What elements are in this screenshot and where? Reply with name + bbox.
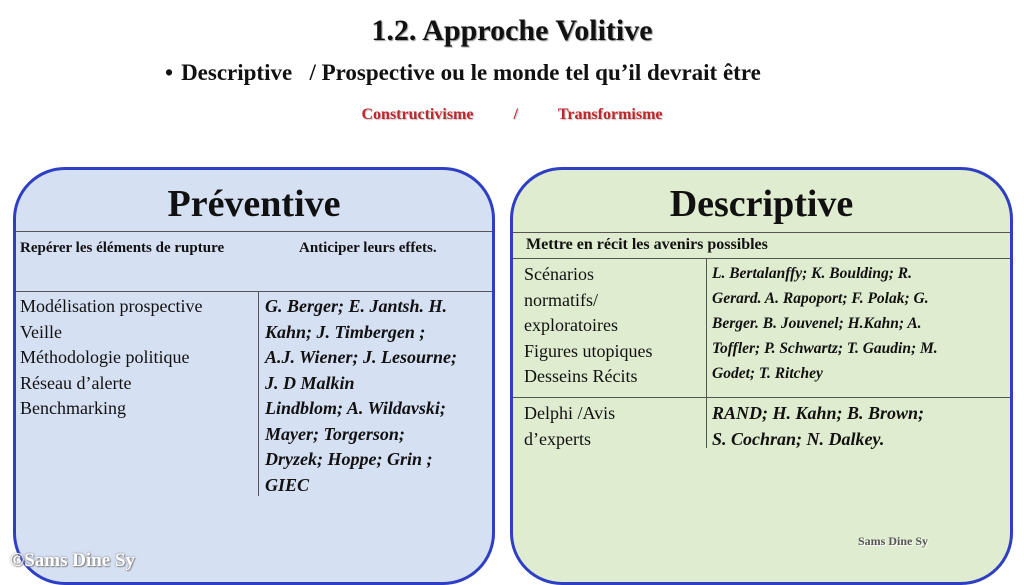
list-item: Scénarios [524, 264, 594, 284]
keyword-constructivisme: Constructivisme [361, 106, 474, 123]
list-item: Toffler; P. Schwartz; T. Gaudin; M. [712, 340, 938, 357]
list-item: GIEC [265, 474, 310, 495]
keywords-line [0, 106, 1024, 124]
divider-line [513, 258, 1010, 259]
divider-line [513, 397, 1010, 398]
list-item: Gerard. A. Rapoport; F. Polak; G. [712, 290, 929, 307]
list-item: normatifs/ [524, 289, 598, 310]
copyright-watermark: ©Sams Dine Sy [10, 550, 136, 571]
list-item: Réseau d’alerte [20, 372, 132, 393]
list-item: RAND; H. Kahn; B. Brown; [712, 403, 925, 423]
list-item: S. Cochran; N. Dalkey. [712, 428, 885, 449]
list-item: Modélisation prospective [20, 296, 203, 316]
delphi-authors [712, 401, 924, 452]
delphi-methods [524, 401, 615, 452]
subtitle-text: Descriptive / Prospective ou le monde tel qu’il devrait être [181, 60, 761, 85]
keyword-transformisme: Transformisme [557, 106, 663, 123]
list-item: J. D Malkin [265, 372, 355, 393]
scenario-authors [712, 261, 938, 386]
list-item: exploratoires [524, 315, 618, 335]
list-item: Desseins Récits [524, 366, 638, 386]
list-item: G. Berger; E. Jantsh. H. [265, 296, 448, 316]
list-item: L. Bertalanffy; K. Boulding; R. [712, 265, 912, 282]
descriptive-heading: Descriptive [669, 183, 854, 225]
author-watermark: Sams Dine Sy [858, 534, 929, 548]
descriptive-panel [510, 167, 1013, 585]
list-item: Méthodologie politique [20, 347, 190, 367]
list-item: Figures utopiques [524, 340, 653, 361]
scenario-methods [524, 262, 653, 390]
keyword-separator: / [513, 106, 518, 123]
list-item: Benchmarking [20, 398, 126, 418]
column-divider [258, 291, 259, 496]
list-item: Godet; T. Ritchey [712, 365, 823, 382]
list-item: d’experts [524, 428, 591, 449]
methods-list [20, 294, 202, 422]
list-item: Lindblom; A. Wildavski; [265, 398, 446, 418]
list-item: Kahn; J. Timbergen ; [265, 321, 426, 342]
list-item: A.J. Wiener; J. Lesourne; [265, 347, 458, 367]
page-title: 1.2. Approche Volitive [371, 14, 653, 47]
preventive-heading: Préventive [167, 183, 341, 225]
list-item: Mayer; Torgerson; [265, 423, 405, 444]
list-item: Delphi /Avis [524, 403, 616, 423]
intro-effets: Anticiper leurs effets. [299, 240, 437, 256]
intro-rupture: Repérer les éléments de rupture [20, 240, 225, 256]
list-item: Veille [20, 321, 62, 342]
list-item: Dryzek; Hoppe; Grin ; [265, 449, 433, 469]
divider-line [16, 291, 492, 292]
authors-list [265, 294, 457, 498]
column-divider [706, 258, 707, 448]
preventive-panel [13, 167, 495, 585]
bullet-glyph: • [165, 60, 174, 85]
divider-line [513, 232, 1010, 233]
subtitle [165, 60, 965, 86]
intro-recit: Mettre en récit les avenirs possibles [526, 236, 768, 253]
list-item: Berger. B. Jouvenel; H.Kahn; A. [712, 315, 922, 332]
divider-line [16, 231, 492, 232]
